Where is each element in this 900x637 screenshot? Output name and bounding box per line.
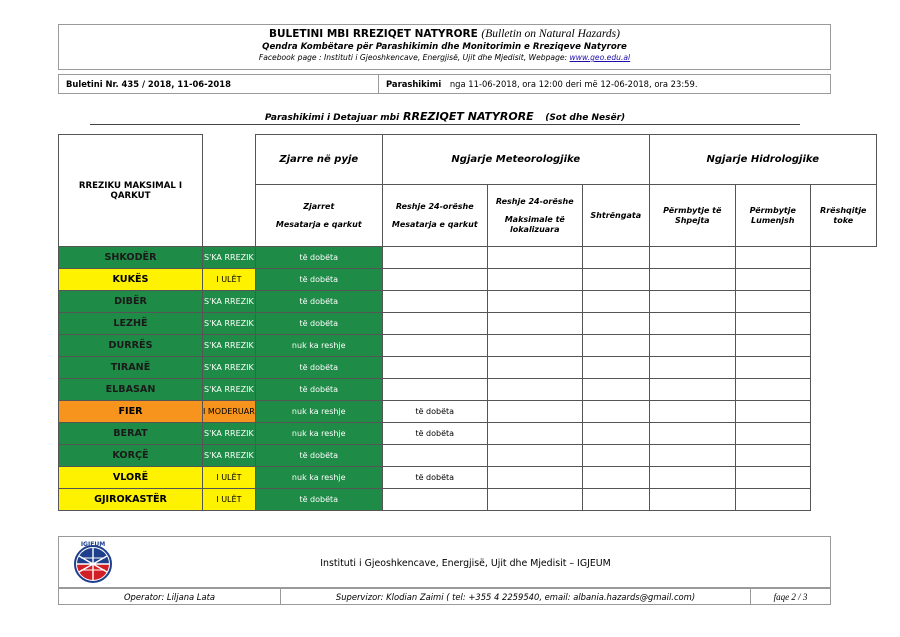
storm-cell (487, 269, 582, 291)
river-flood-cell (649, 445, 735, 467)
river-flood-cell (649, 401, 735, 423)
landslide-cell (735, 379, 810, 401)
landslide-cell (735, 467, 810, 489)
rain-avg-cell: të dobëta (255, 489, 382, 511)
table-row (59, 247, 877, 269)
rain-max-bottom: Maksimale të lokalizuara (504, 214, 565, 234)
river-flood-cell (649, 379, 735, 401)
rain-max-cell (382, 269, 487, 291)
fire-risk-cell: S'KA RREZIK (203, 247, 256, 269)
rain-max-cell (382, 335, 487, 357)
igjeum-logo-icon (63, 539, 123, 585)
rain-avg-cell: nuk ka reshje (255, 335, 382, 357)
river-flood-cell (649, 357, 735, 379)
landslide-cell (735, 313, 810, 335)
rain-avg-cell: nuk ka reshje (255, 423, 382, 445)
landslide-cell (735, 335, 810, 357)
hazard-table (58, 134, 877, 511)
flash-flood-cell (582, 269, 649, 291)
forecast-period-line (379, 79, 697, 89)
flash-flood-cell (582, 423, 649, 445)
fire-risk-cell: S'KA RREZIK (203, 313, 256, 335)
flash-flood-cell (582, 379, 649, 401)
region-cell: GJIROKASTËR (59, 489, 203, 511)
flash-flood-cell (582, 445, 649, 467)
flash-flood-cell (582, 489, 649, 511)
rain-avg-cell: të dobëta (255, 445, 382, 467)
storm-cell (487, 335, 582, 357)
table-header-row-1 (59, 135, 877, 185)
table-row (59, 291, 877, 313)
storm-cell (487, 445, 582, 467)
rain-avg-cell: të dobëta (255, 269, 382, 291)
landslide-cell (735, 269, 810, 291)
institute-footer (58, 536, 831, 588)
bulletin-info-bar (58, 74, 831, 94)
bulletin-header (58, 24, 831, 70)
rain-avg-top: Reshje 24-orëshe (395, 201, 474, 211)
fire-risk-cell: S'KA RREZIK (203, 335, 256, 357)
storm-cell (487, 247, 582, 269)
landslide-header: Rrëshqitje toke (810, 185, 876, 247)
forecast-period: nga 11-06-2018, ora 12:00 deri më 12-06-2018, ora 23:59. (449, 79, 698, 89)
rain-max-cell: të dobëta (382, 467, 487, 489)
bulletin-title-en: (Bulletin on Natural Hazards) (481, 28, 620, 40)
section-title-part2: RREZIQET NATYRORE (403, 110, 534, 123)
meteo-group-header: Ngjarje Meteorologjike (382, 135, 649, 185)
flash-flood-cell (582, 357, 649, 379)
flash-flood-cell (582, 335, 649, 357)
storm-cell (487, 291, 582, 313)
storm-cell (487, 313, 582, 335)
fire-risk-cell: I ULËT (203, 467, 256, 489)
rain-avg-cell: nuk ka reshje (255, 467, 382, 489)
table-gap-column (203, 135, 256, 247)
hydro-group-header: Ngjarje Hidrologjike (649, 135, 876, 185)
river-flood-header: Përmbytje Lumenjsh (735, 185, 810, 247)
operator-name: Operator: Liljana Lata (59, 589, 281, 604)
region-cell: VLORË (59, 467, 203, 489)
rain-max-cell: të dobëta (382, 423, 487, 445)
contact-line (59, 53, 830, 62)
fire-risk-cell: I MODERUAR (203, 401, 256, 423)
landslide-cell (735, 291, 810, 313)
region-cell: TIRANË (59, 357, 203, 379)
rain-max-cell (382, 313, 487, 335)
fire-risk-cell: I ULËT (203, 489, 256, 511)
signature-bar (58, 588, 831, 605)
rain-max-cell (382, 247, 487, 269)
rain-avg-cell: të dobëta (255, 247, 382, 269)
facebook-text: Facebook page : Instituti i Gjeoshkencave, Energjisë, Ujit dhe Mjedisit, Webpage: (258, 53, 568, 62)
region-cell: BERAT (59, 423, 203, 445)
storm-cell (487, 379, 582, 401)
landslide-cell (735, 401, 810, 423)
table-row (59, 423, 877, 445)
region-column-header: RREZIKU MAKSIMAL I QARKUT (59, 135, 203, 247)
river-flood-cell (649, 335, 735, 357)
rain-max-header (487, 185, 582, 247)
fire-sub-header (255, 185, 382, 247)
landslide-cell (735, 445, 810, 467)
fire-sub-label: Zjarret (303, 201, 335, 211)
forecast-label: Parashikimi (386, 79, 442, 89)
table-row (59, 335, 877, 357)
rain-max-cell (382, 291, 487, 313)
flash-flood-cell (582, 313, 649, 335)
storm-cell (487, 423, 582, 445)
section-title-part1: Parashikimi i Detajuar mbi (264, 113, 400, 123)
landslide-cell (735, 489, 810, 511)
rain-avg-bottom: Mesatarja e qarkut (391, 219, 478, 229)
table-row (59, 467, 877, 489)
center-name: Qendra Kombëtare për Parashikimin dhe Monitorimin e Rreziqeve Natyrore (262, 42, 627, 52)
storm-cell (487, 357, 582, 379)
fire-group-header: Zjarre në pyje (255, 135, 382, 185)
rain-max-top: Reshje 24-orëshe (495, 196, 574, 206)
fire-risk-cell: S'KA RREZIK (203, 423, 256, 445)
storm-cell (487, 467, 582, 489)
section-title (90, 110, 800, 125)
river-flood-cell (649, 313, 735, 335)
rain-avg-cell: nuk ka reshje (255, 401, 382, 423)
storm-header: Shtrëngata (582, 185, 649, 247)
bulletin-title: BULETINI MBI RREZIQET NATYRORE (269, 28, 478, 40)
table-row (59, 445, 877, 467)
region-cell: ELBASAN (59, 379, 203, 401)
fire-risk-cell: S'KA RREZIK (203, 379, 256, 401)
website-link[interactable]: www.geo.edu.al (569, 53, 631, 62)
river-flood-cell (649, 291, 735, 313)
table-row (59, 401, 877, 423)
rain-max-cell (382, 489, 487, 511)
fire-risk-cell: S'KA RREZIK (203, 445, 256, 467)
landslide-cell (735, 357, 810, 379)
flash-flood-header: Përmbytje të Shpejta (649, 185, 735, 247)
landslide-cell (735, 247, 810, 269)
region-cell: KORÇË (59, 445, 203, 467)
fire-sub-label-2: Mesatarja e qarkut (275, 219, 362, 229)
table-row (59, 357, 877, 379)
rain-max-cell (382, 445, 487, 467)
rain-max-cell (382, 379, 487, 401)
rain-avg-cell: të dobëta (255, 379, 382, 401)
region-cell: KUKËS (59, 269, 203, 291)
table-row (59, 379, 877, 401)
rain-max-cell: të dobëta (382, 401, 487, 423)
fire-risk-cell: S'KA RREZIK (203, 291, 256, 313)
rain-avg-cell: të dobëta (255, 291, 382, 313)
flash-flood-cell (582, 291, 649, 313)
table-row (59, 313, 877, 335)
rain-avg-cell: të dobëta (255, 313, 382, 335)
fire-risk-cell: I ULËT (203, 269, 256, 291)
rain-max-cell (382, 357, 487, 379)
supervisor-contact: Supervizor: Klodian Zaimi ( tel: +355 4 2259540, email: albania.hazards@gmail.com) (281, 589, 751, 604)
region-cell: FIER (59, 401, 203, 423)
table-body (59, 247, 877, 511)
river-flood-cell (649, 489, 735, 511)
institute-name: Instituti i Gjeoshkencave, Energjisë, Ujit dhe Mjedisit – IGJEUM (320, 557, 611, 569)
landslide-cell (735, 423, 810, 445)
flash-flood-cell (582, 467, 649, 489)
river-flood-cell (649, 269, 735, 291)
region-cell: LEZHË (59, 313, 203, 335)
logo-text: IGJEUM (80, 541, 106, 548)
river-flood-cell (649, 467, 735, 489)
river-flood-cell (649, 423, 735, 445)
river-flood-cell (649, 247, 735, 269)
storm-cell (487, 489, 582, 511)
region-cell: DURRËS (59, 335, 203, 357)
region-cell: DIBËR (59, 291, 203, 313)
region-cell: SHKODËR (59, 247, 203, 269)
header-title-line (59, 28, 830, 40)
bulletin-number: Buletini Nr. 435 / 2018, 11-06-2018 (59, 75, 379, 93)
page-number: faqe 2 / 3 (773, 591, 808, 602)
fire-risk-cell: S'KA RREZIK (203, 357, 256, 379)
rain-avg-cell: të dobëta (255, 357, 382, 379)
rain-avg-header (382, 185, 487, 247)
table-row (59, 269, 877, 291)
flash-flood-cell (582, 247, 649, 269)
flash-flood-cell (582, 401, 649, 423)
section-title-part3: (Sot dhe Nesër) (545, 113, 626, 123)
table-row (59, 489, 877, 511)
storm-cell (487, 401, 582, 423)
